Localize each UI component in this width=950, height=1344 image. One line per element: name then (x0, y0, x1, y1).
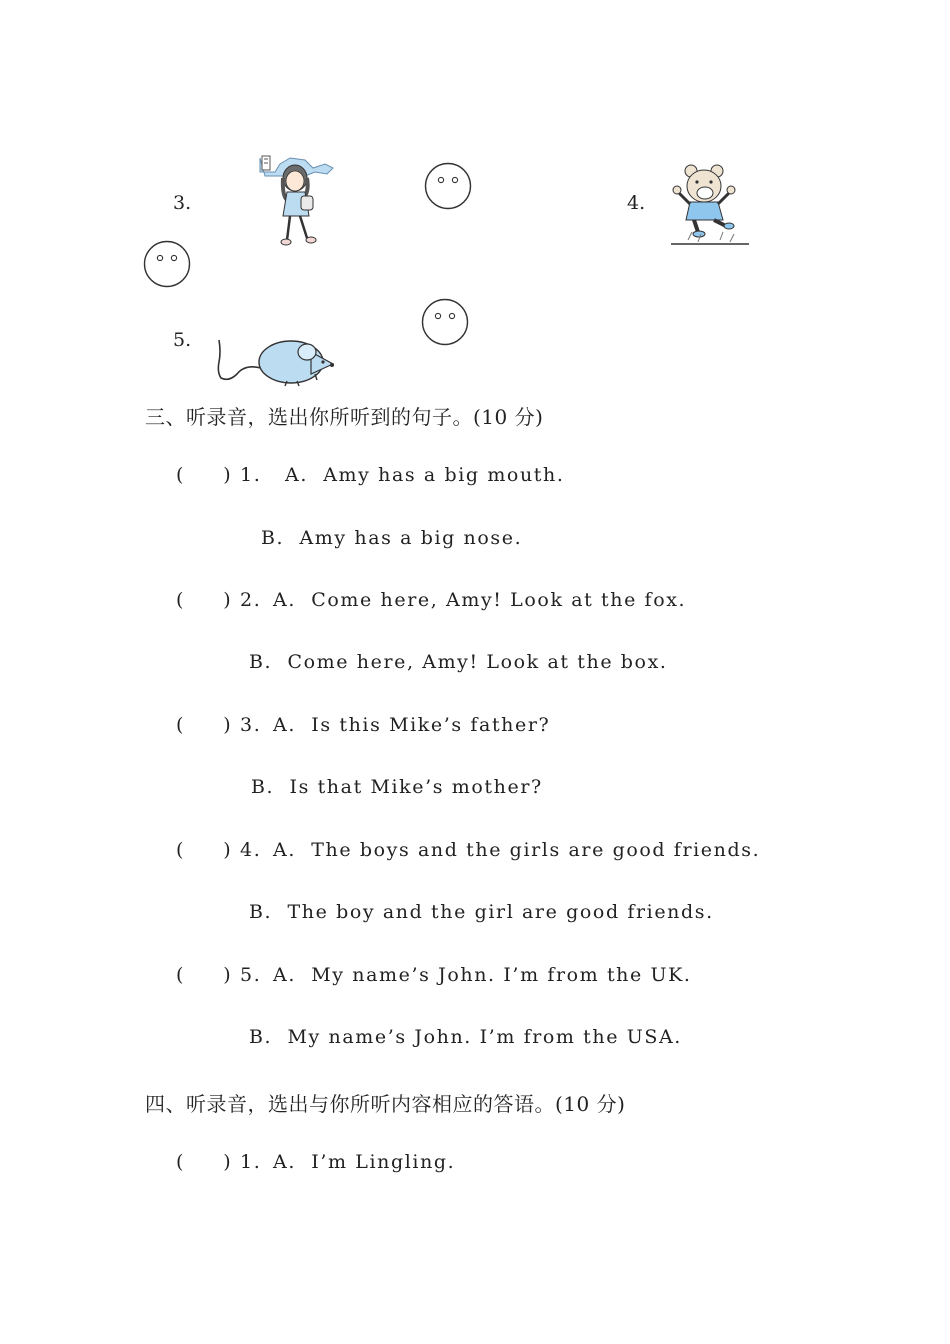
question-number: 3. (240, 714, 262, 736)
item-number-3: 3. (173, 192, 192, 214)
option-b: B. My name’s John. I’m from the USA. (249, 1026, 682, 1048)
answer-bracket[interactable]: ( ) (176, 1151, 233, 1173)
answer-bracket[interactable]: ( ) (176, 589, 233, 611)
girl-walking-picture (255, 112, 335, 269)
section-4-heading: 四、听录音，选出与你所听内容相应的答语。(10 分) (145, 1092, 626, 1116)
bear-jumping-picture (668, 124, 752, 267)
section-3-heading: 三、听录音，选出你所听到的句子。(10 分) (145, 405, 544, 429)
option-a: A. Come here, Amy! Look at the fox. (273, 589, 687, 611)
answer-bracket[interactable]: ( ) (176, 714, 233, 736)
item-number-5: 5. (173, 329, 192, 351)
mouse-picture (215, 296, 337, 407)
answer-bracket[interactable]: ( ) (176, 464, 233, 486)
option-b: B. The boy and the girl are good friends. (249, 901, 714, 923)
option-a: A. My name’s John. I’m from the UK. (273, 964, 692, 986)
question-number: 2. (240, 589, 262, 611)
question-number: 4. (240, 839, 262, 861)
option-b: B. Amy has a big nose. (261, 527, 523, 549)
face-icon[interactable] (421, 298, 469, 346)
face-icon[interactable] (424, 162, 472, 210)
option-b: B. Is that Mike’s mother? (251, 776, 543, 798)
option-a: A. Amy has a big mouth. (285, 464, 565, 486)
option-a: A. I’m Lingling. (273, 1151, 456, 1173)
answer-bracket[interactable]: ( ) (176, 964, 233, 986)
face-icon[interactable] (143, 240, 191, 288)
option-b: B. Come here, Amy! Look at the box. (249, 651, 668, 673)
option-a: A. Is this Mike’s father? (273, 714, 551, 736)
option-a: A. The boys and the girls are good friends. (273, 839, 761, 861)
question-number: 1. (240, 1151, 262, 1173)
question-number: 1. (240, 464, 262, 486)
answer-bracket[interactable]: ( ) (176, 839, 233, 861)
question-number: 5. (240, 964, 262, 986)
item-number-4: 4. (627, 192, 646, 214)
